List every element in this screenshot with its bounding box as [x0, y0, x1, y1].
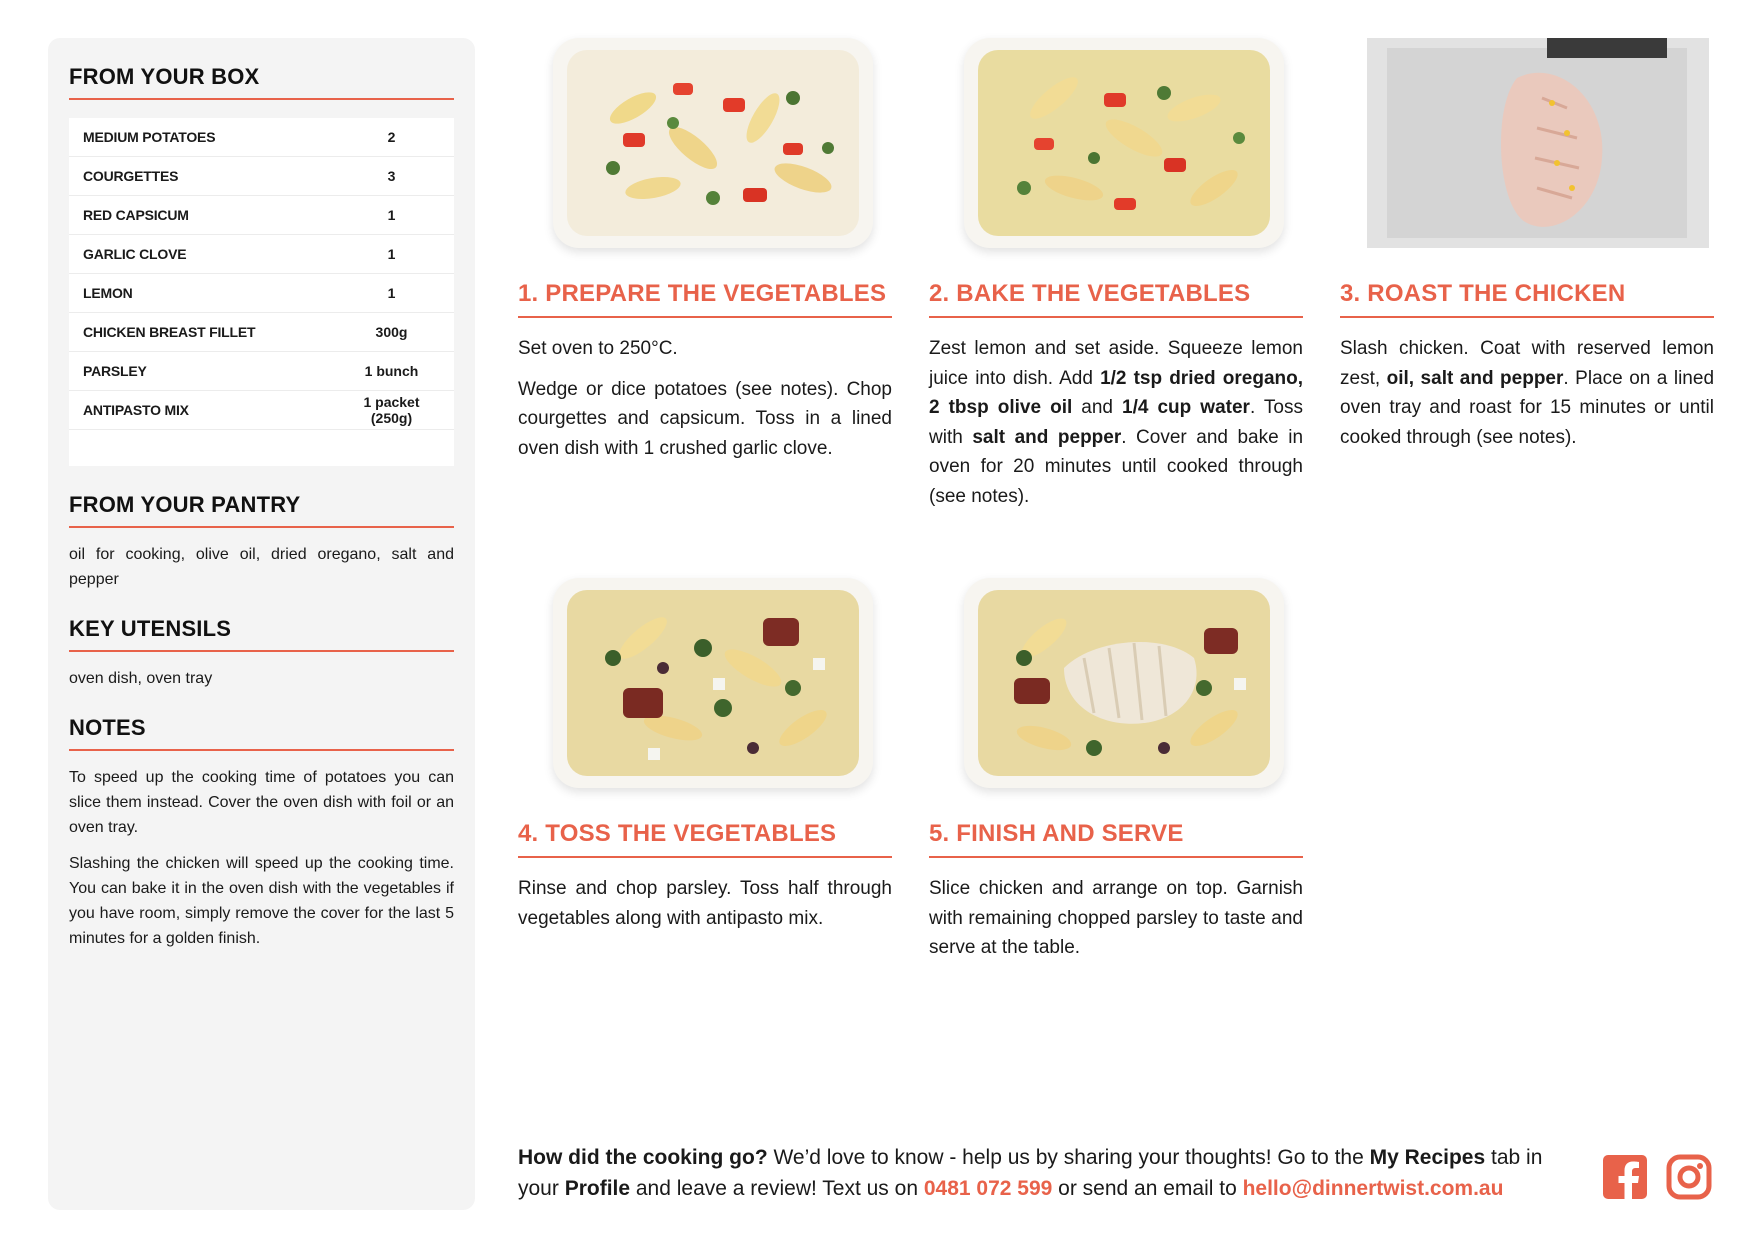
ingredient-qty: 300g [375, 324, 408, 340]
text-run: and [1072, 397, 1123, 418]
ingredients-sidebar [48, 38, 475, 1210]
table-row [69, 352, 454, 391]
bold-run: Profile [564, 1177, 631, 1200]
text-run: We’d love to know - help us by sharing your thoughts! Go to the [767, 1146, 1370, 1169]
text-run: tab in your [518, 1146, 1543, 1200]
table-row [69, 313, 454, 352]
text-run: . Toss with [929, 397, 1303, 448]
text-run: . Place on a lined oven tray and roast for 15 minutes or until cooked through (see notes). [1340, 367, 1715, 448]
ingredient-name: COURGETTES [83, 168, 179, 184]
step-2-photo [964, 38, 1284, 248]
ingredients-table [69, 118, 454, 466]
step-paragraph [929, 334, 1303, 511]
note-paragraph: Slashing the chicken will speed up the cooking time. You can bake it in the oven dish with the vegetables if you have room, simply remove the cover for the last 5 minutes for a golden finish. [69, 855, 454, 947]
bold-run: salt and pepper [972, 426, 1122, 448]
ingredient-qty: 1 packet (250g) [363, 394, 420, 426]
step-5-title: 5. FINISH AND SERVE [929, 820, 1303, 858]
ingredient-name: CHICKEN BREAST FILLET [83, 324, 256, 340]
step-1 [518, 280, 892, 474]
utensils-heading: KEY UTENSILS [69, 616, 454, 652]
finished-dish-illustration [964, 578, 1284, 788]
step-1-body [518, 334, 892, 463]
text-run: Slash chicken. Coat with reserved lemon zest, [1340, 338, 1714, 389]
note-paragraph: To speed up the cooking time of potatoes you can slice them instead. Cover the oven dish with foil or an oven tray. [69, 769, 454, 836]
table-row [69, 274, 454, 313]
instagram-icon[interactable] [1666, 1154, 1712, 1200]
notes-section [69, 715, 454, 951]
table-row [69, 157, 454, 196]
vegetables-illustration [553, 38, 873, 248]
bold-run: 1/4 cup water [1122, 397, 1250, 418]
ingredient-qty: 3 [387, 168, 396, 184]
step-1-title: 1. PREPARE THE VEGETABLES [518, 280, 892, 318]
table-row [69, 196, 454, 235]
table-row [69, 118, 454, 157]
ingredient-name: PARSLEY [83, 363, 147, 379]
ingredient-qty: 2 [387, 129, 396, 145]
box-heading: FROM YOUR BOX [69, 64, 454, 100]
step-5-photo [964, 578, 1284, 788]
step-5 [929, 820, 1303, 974]
ingredient-name: LEMON [83, 285, 133, 301]
ingredient-qty: 1 bunch [364, 363, 419, 379]
step-3-title: 3. ROAST THE CHICKEN [1340, 280, 1714, 318]
table-row [69, 235, 454, 274]
step-4-photo [553, 578, 873, 788]
step-4-title: 4. TOSS THE VEGETABLES [518, 820, 892, 858]
step-4-body [518, 874, 892, 933]
step-1-photo [553, 38, 873, 248]
text-run: . Cover and bake in oven for 20 minutes until cooked through (see notes). [929, 426, 1304, 507]
ingredient-qty: 1 [387, 285, 396, 301]
facebook-icon[interactable] [1602, 1154, 1648, 1200]
ingredient-name: ANTIPASTO MIX [83, 402, 189, 418]
email-link[interactable]: hello@dinnertwist.com.au [1242, 1177, 1504, 1200]
pantry-text: oil for cooking, olive oil, dried oregano, salt and pepper [69, 546, 454, 588]
step-4 [518, 820, 892, 944]
pantry-heading: FROM YOUR PANTRY [69, 492, 454, 528]
step-3-body [1340, 334, 1714, 452]
bold-run: oil, salt and pepper [1386, 367, 1564, 389]
step-5-body [929, 874, 1303, 963]
step-paragraph: Rinse and chop parsley. Toss half through vegetables along with antipasto mix. [518, 878, 892, 929]
ingredient-qty: 1 [387, 246, 396, 262]
phone-link[interactable]: 0481 072 599 [923, 1177, 1053, 1200]
step-3 [1340, 280, 1714, 463]
tossed-vegetables-illustration [553, 578, 873, 788]
feedback-footer [518, 1142, 1578, 1204]
ingredient-qty: 1 [387, 207, 396, 223]
pantry-section [69, 492, 454, 592]
bold-run: My Recipes [1369, 1146, 1486, 1169]
ingredient-name: RED CAPSICUM [83, 207, 189, 223]
step-paragraph: Slice chicken and arrange on top. Garnish with remaining chopped parsley to taste and serve at the table. [929, 878, 1303, 958]
ingredient-name: GARLIC CLOVE [83, 246, 187, 262]
text-run: or send an email to [1052, 1177, 1243, 1200]
step-paragraph [1340, 334, 1714, 452]
step-2 [929, 280, 1303, 522]
ingredient-name: MEDIUM POTATOES [83, 129, 216, 145]
chicken-illustration [1367, 38, 1709, 248]
table-row [69, 391, 454, 430]
notes-heading: NOTES [69, 715, 454, 751]
text-run: and leave a review! Text us on [630, 1177, 924, 1200]
utensils-text: oven dish, oven tray [69, 670, 213, 687]
footer-question: How did the cooking go? [518, 1146, 768, 1169]
notes-text [69, 765, 454, 951]
text-run: Zest lemon and set aside. Squeeze lemon juice into dish. Add [929, 338, 1303, 389]
step-paragraph: Set oven to 250°C. [518, 338, 678, 359]
bold-run: 1/2 tsp dried oregano, 2 tbsp olive oil [929, 367, 1303, 418]
utensils-section [69, 616, 454, 691]
baked-vegetables-illustration [964, 38, 1284, 248]
step-3-photo [1367, 38, 1709, 248]
step-paragraph: Wedge or dice potatoes (see notes). Chop courgettes and capsicum. Toss in a lined oven dish with 1 crushed garlic clove. [518, 378, 892, 459]
step-2-body [929, 334, 1303, 511]
step-2-title: 2. BAKE THE VEGETABLES [929, 280, 1303, 318]
